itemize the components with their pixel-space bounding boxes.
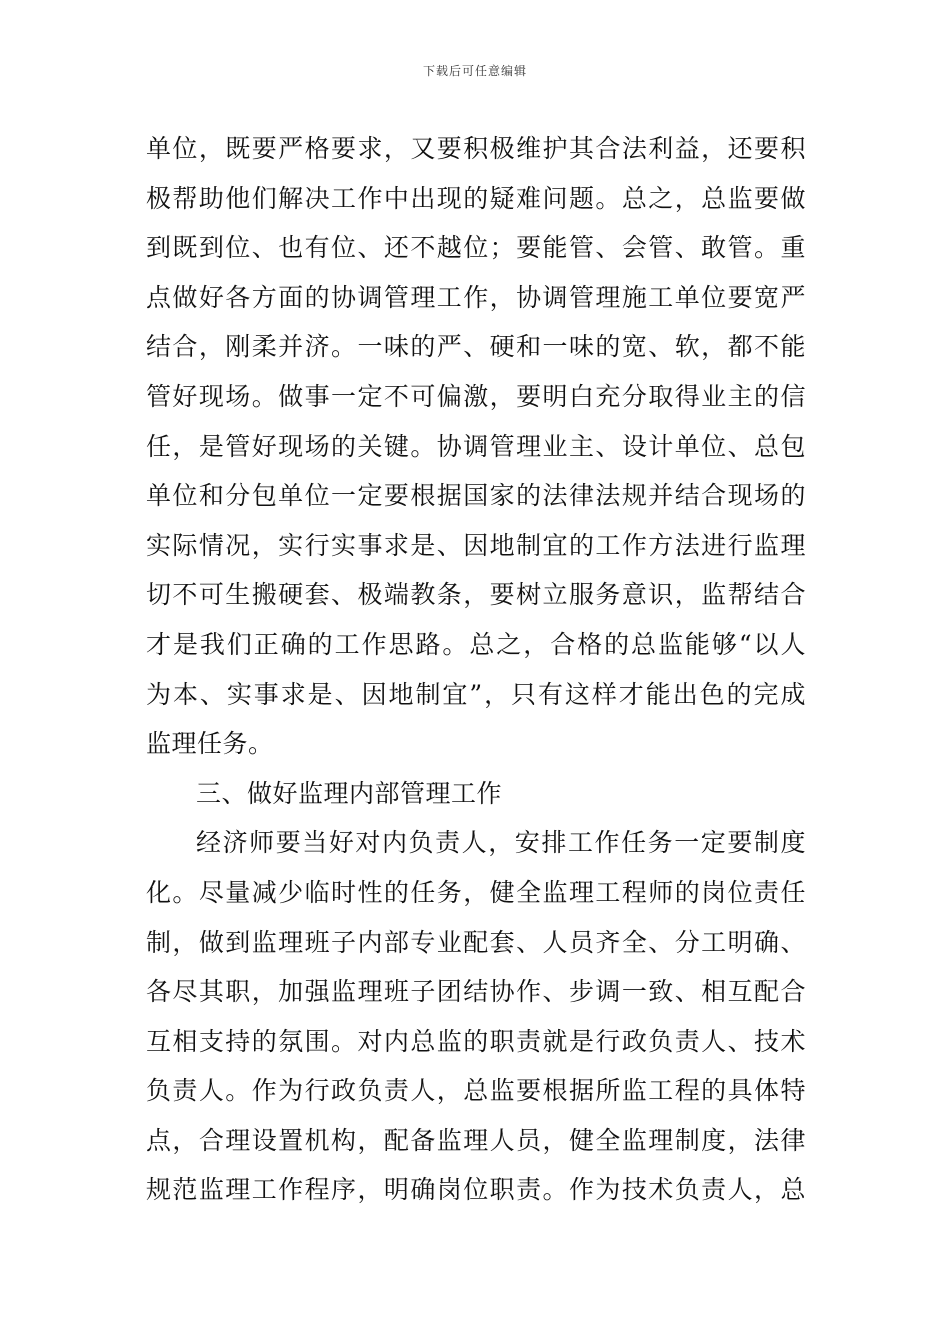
paragraph-line: 制，做到监理班子内部专业配套、人员齐全、分工明确、 [146, 927, 806, 957]
paragraph-line: 到既到位、也有位、还不越位；要能管、会管、敢管。重 [146, 233, 806, 263]
paragraph-line: 点做好各方面的协调管理工作，协调管理施工单位要宽严 [146, 282, 806, 312]
paragraph-line: 结合，刚柔并济。一味的严、硬和一味的宽、软，都不能 [146, 332, 806, 362]
paragraph-line: 单位和分包单位一定要根据国家的法律法规并结合现场的 [146, 481, 806, 511]
paragraph-line: 才是我们正确的工作思路。总之，合格的总监能够“以人 [146, 629, 806, 659]
paragraph-line: 切不可生搬硬套、极端教条，要树立服务意识，监帮结合 [146, 580, 806, 610]
paragraph-line: 经济师要当好对内负责人，安排工作任务一定要制度 [196, 828, 806, 858]
paragraph-line: 为本、实事求是、因地制宜”，只有这样才能出色的完成 [146, 679, 806, 709]
paragraph-line: 化。尽量减少临时性的任务，健全监理工程师的岗位责任 [146, 877, 806, 907]
paragraph-line: 实际情况，实行实事求是、因地制宜的工作方法进行监理 [146, 530, 806, 560]
body-text [146, 124, 806, 1215]
paragraph-line: 任，是管好现场的关键。协调管理业主、设计单位、总包 [146, 431, 806, 461]
page-header-note: 下载后可任意编辑 [422, 64, 527, 78]
paragraph-line: 负责人。作为行政负责人，总监要根据所监工程的具体特 [146, 1076, 806, 1106]
paragraph-line: 互相支持的氛围。对内总监的职责就是行政负责人、技术 [146, 1026, 806, 1056]
paragraph-line: 监理任务。 [146, 729, 274, 759]
paragraph-line: 管好现场。做事一定不可偏激，要明白充分取得业主的信 [146, 381, 806, 411]
paragraph-line: 各尽其职，加强监理班子团结协作、步调一致、相互配合 [146, 977, 806, 1007]
paragraph-line: 规范监理工作程序，明确岗位职责。作为技术负责人，总 [146, 1175, 806, 1205]
paragraph-line: 单位，既要严格要求，又要积极维护其合法利益，还要积 [146, 134, 806, 163]
paragraph-line: 点，合理设置机构，配备监理人员，健全监理制度，法律 [146, 1125, 806, 1155]
section-heading: 三、做好监理内部管理工作 [196, 778, 503, 808]
paragraph-line: 极帮助他们解决工作中出现的疑难问题。总之，总监要做 [146, 183, 806, 213]
